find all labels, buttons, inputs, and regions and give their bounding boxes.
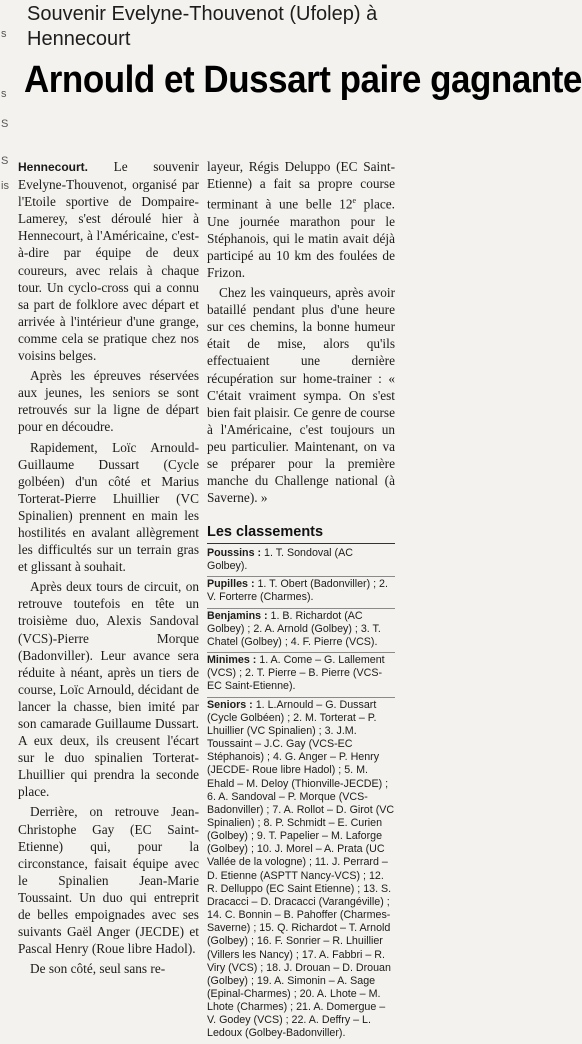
category-results: 1. L.Arnould – G. Dussart (Cycle Golbéen) ; 2. M. Torterat – P. Lhuillier (VC Spinalien) ; 3. J.M. Toussaint – J.C. Gay (VCS-EC Stéphanois) ; 4. G. Anger – P. Henry (JECDE- Roue libre Hadol) ; 5. M. Ehald – M. Deloy (Thionville-JECDE) ; 6. A. Sandoval – P. Morque (VCS-Badonviller) ; 7. A. Rollot – D. Girot (VC Spinalien) ; 8. P. Schmidt – E. Curien (Golbey) ; 9. T. Papelier – M. Laforge (Golbey) ; 10. J. Morel – A. Prata (UC Vallée de la vologne) ; 11. J. Perrard – D. Etienne (ASPTT Nancy-VCS) ; 12. R. Delluppo (EC Saint Etienne) ; 13. S. Dracacci – D. Dracacci (Varangéville) ; 14. C. Bonnin – B. Pahoffer (Charmes-Saverne) ; 15. Q. Richardot – T. Arnold (Golbey) ; 16. F. Sonrier – R. Lhuillier (Villers les Nancy) ; 17. A. Fabbri – R. Viry (VCS) ; 18. J. Drouan – D. Drouan (Golbey) ; 19. A. Simonin – A. Sage (Epinal-Charmes) ; 20. A. Lhote – M. Lhote (Charmes) ; 21. A. Domergue – V. Godey (VCS) ; 22. A. Deffry – L. Ledoux (Golbey-Badonviller). xyxy=(207,698,395,1040)
category-results: 1. T. Obert (Badonviller) ; 2. V. Forterre (Charmes). xyxy=(207,578,388,604)
results-category xyxy=(207,577,395,608)
category-label: Minimes : xyxy=(207,654,257,667)
category-label: Benjamins : xyxy=(207,609,268,622)
article-column-1 xyxy=(18,158,199,977)
paragraph-6-continued: layeur, Régis Deluppo (EC Saint-Etienne) a fait sa propre course terminant à une belle 12e place. Une journée marathon pour le Stéphanois, qui le matin avait déjà participé au 10 km des foulées de Frizon. xyxy=(207,159,395,280)
gutter-letter: s xyxy=(1,28,7,40)
paragraph-6-start: De son côté, seul sans re- xyxy=(30,961,166,977)
paragraph-2: Après les épreuves réservées aux jeunes, les seniors se sont retrouvés sur la ligne de départ pour en découdre. xyxy=(18,368,199,435)
results-list xyxy=(207,546,395,1044)
category-label: Poussins : xyxy=(207,547,262,559)
results-category xyxy=(207,546,395,577)
results-rule xyxy=(207,543,395,544)
category-results: 1. T. Sondoval (AC Golbey). xyxy=(207,547,353,573)
paragraph-1 xyxy=(18,158,199,364)
article-headline: Arnould et Dussart paire gagnante xyxy=(24,59,582,101)
category-results: 1. A. Come – G. Lallement (VCS) ; 2. T. Pierre – B. Pierre (VCS-EC Saint-Etienne). xyxy=(207,654,385,693)
dateline: Hennecourt. xyxy=(18,160,89,174)
results-category xyxy=(207,653,395,697)
article-column-2 xyxy=(207,158,395,506)
paragraph-4: Après deux tours de circuit, on retrouve toutefois en tête un troisième duo, Alexis Sandoval (VCS)-Pierre Morque (Badonviller). Leur avance sera réduite à néant, après un tiers de course, Loïc Arnould, décidant de lancer la chasse, bien imité par son camarade Guillaume Dussart. A eux deux, ils creusent l'écart sur le duo spinalien Torterat-Lhuillier qui prendra la seconde place. xyxy=(18,579,199,800)
paragraph-5: Derrière, on retrouve Jean-Christophe Gay (EC Saint-Etienne) qui, pour la circonstance, faisait équipe avec le Spinalien Jean-Marie Toussaint. Un duo qui entreprit de belles empoignades avec ses suivants Gaël Anger (JECDE) et Pascal Henry (Roue libre Hadol). xyxy=(18,804,199,957)
gutter-letter: S xyxy=(1,118,9,130)
category-results: 1. B. Richardot (AC Golbey) ; 2. A. Arnold (Golbey) ; 3. T. Chatel (Golbey) ; 4. F. Pierre (VCS). xyxy=(207,609,381,648)
paragraph-3: Rapidement, Loïc Arnould-Guillaume Dussart (Cycle golbéen) d'un côté et Marius Torterat-Pierre Lhuillier (VC Spinalien) prennent en main les hostilités en avalant allègrement les difficultés sur un terrain gras et glissant à souhait. xyxy=(18,439,199,575)
category-label: Pupilles : xyxy=(207,578,255,591)
gutter-letter: is xyxy=(1,180,9,192)
results-category xyxy=(207,698,395,1044)
category-label: Seniors : xyxy=(207,698,253,711)
gutter-letter: s xyxy=(1,88,7,100)
paragraph-7: Chez les vainqueurs, après avoir bataillé pendant plus d'une heure sur ces chemins, la bonne humeur était de mise, alors qu'ils effectuaient une dernière récupération sur home-trainer : « C'était vraiment sympa. On s'est bien fait plaisir. Ce genre de course à l'Américaine, c'est toujours un peu particulier. Maintenant, on va se préparer pour la première manche du Challenge national (à Saverne). » xyxy=(207,285,395,506)
gutter-letter: S xyxy=(1,155,9,167)
page-gutter xyxy=(0,0,12,994)
article-kicker: Souvenir Evelyne-Thouvenot (Ufolep) à Hennecourt xyxy=(27,3,378,50)
results-category xyxy=(207,609,395,653)
results-title: Les classements xyxy=(207,524,324,540)
paragraph-1-text: Le souvenir Evelyne-Thouvenot, organisé par l'Etoile sportive de Dompaire-Lamerey, s'est déroulé hier à Hennecourt, à l'Américaine, c'est-à-dire par équipe de deux coureurs, avec relais à chaque tour. Un cyclo-cross qui a connu sa part de folklore avec départ et arrivée à l'intérieur d'une grange, comme cela se pratique chez nos voisins belges. xyxy=(18,159,199,364)
